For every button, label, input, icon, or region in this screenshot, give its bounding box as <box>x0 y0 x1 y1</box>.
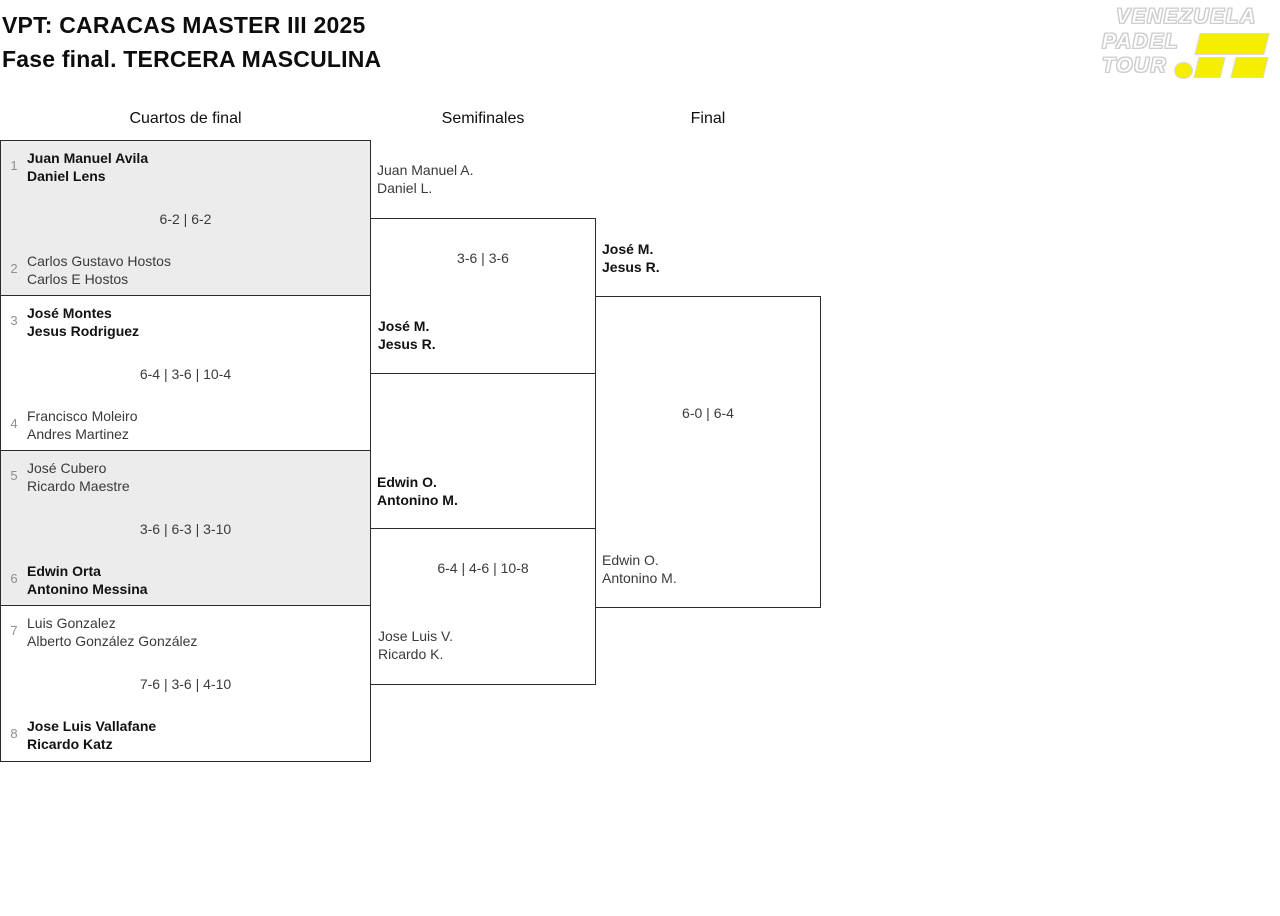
semifinal-match-1 <box>370 218 596 374</box>
player-name: Luis Gonzalez <box>27 615 116 631</box>
player-name: Daniel Lens <box>27 168 106 184</box>
round-header-quarterfinals: Cuartos de final <box>129 110 242 127</box>
phase-subtitle: Fase final. TERCERA MASCULINA <box>2 46 382 72</box>
semifinal-2-team-top <box>377 473 458 509</box>
match-score: 6-0 | 6-4 <box>682 405 734 421</box>
quarterfinal-match-3 <box>0 450 371 606</box>
player-name: Andres Martinez <box>27 426 129 442</box>
player-name: Juan Manuel A. <box>377 162 474 178</box>
player-name: Jose Luis Vallafane <box>27 718 157 734</box>
logo-court-bar-icon <box>1230 57 1268 78</box>
player-name: Jesus R. <box>378 336 436 352</box>
player-name: Ricardo Katz <box>27 736 113 752</box>
quarterfinal-match-1 <box>0 140 371 296</box>
team-pair <box>27 717 156 753</box>
seed-number: 7 <box>10 623 18 638</box>
logo-court-bar-icon <box>1194 33 1269 55</box>
logo-court-bar-icon <box>1193 57 1225 78</box>
player-name: Antonino Messina <box>27 581 148 597</box>
team-pair <box>27 149 148 185</box>
player-name: Jesus R. <box>602 259 660 275</box>
round-header-semifinals: Semifinales <box>441 110 525 127</box>
seed-number: 8 <box>10 726 18 741</box>
logo-word-tour: TOUR <box>1102 54 1168 77</box>
player-name: José Cubero <box>27 460 107 476</box>
player-name: Carlos E Hostos <box>27 271 129 287</box>
tournament-title: VPT: CARACAS MASTER III 2025 <box>2 12 366 38</box>
player-name: Carlos Gustavo Hostos <box>27 253 171 269</box>
player-name: Ricardo K. <box>378 646 444 662</box>
match-score: 6-2 | 6-2 <box>159 211 212 227</box>
final-team-top <box>602 240 660 276</box>
match-score: 6-4 | 3-6 | 10-4 <box>139 366 232 382</box>
seed-number: 1 <box>10 158 18 173</box>
semifinal-match-2 <box>370 528 596 685</box>
player-name: Daniel L. <box>377 180 433 196</box>
team-pair <box>27 562 148 598</box>
player-name: Edwin Orta <box>27 563 101 579</box>
logo-word-venezuela: VENEZUELA <box>1116 5 1257 28</box>
seed-number: 6 <box>10 571 18 586</box>
seed-number: 2 <box>10 261 18 276</box>
semifinal-1-team-top <box>377 161 474 197</box>
match-score: 7-6 | 3-6 | 4-10 <box>139 676 232 692</box>
player-name: Jose Luis V. <box>378 628 453 644</box>
round-header-final: Final <box>690 110 726 127</box>
player-name: Antonino M. <box>602 570 677 586</box>
player-name: José M. <box>378 318 430 334</box>
player-name: José Montes <box>27 305 112 321</box>
player-name: Ricardo Maestre <box>27 478 130 494</box>
padel-ball-icon <box>1174 62 1193 79</box>
seed-number: 3 <box>10 313 18 328</box>
team-pair <box>27 407 137 443</box>
player-name: Juan Manuel Avila <box>27 150 149 166</box>
player-name: Edwin O. <box>602 552 659 568</box>
seed-number: 5 <box>10 468 18 483</box>
semifinal-2-team-bottom <box>378 627 453 663</box>
team-pair <box>27 252 171 288</box>
team-pair <box>27 304 139 340</box>
venezuela-padel-tour-logo <box>1100 4 1276 84</box>
team-pair <box>27 614 197 650</box>
team-pair <box>27 459 130 495</box>
player-name: José M. <box>602 241 654 257</box>
player-name: Jesus Rodriguez <box>27 323 140 339</box>
match-score: 3-6 | 6-3 | 3-10 <box>139 521 232 537</box>
match-score: 3-6 | 3-6 <box>457 250 509 266</box>
final-team-bottom <box>602 551 677 587</box>
player-name: Edwin O. <box>377 474 437 490</box>
logo-word-padel: PADEL <box>1102 30 1180 53</box>
player-name: Alberto González González <box>27 633 198 649</box>
page-title <box>2 8 381 76</box>
player-name: Francisco Moleiro <box>27 408 138 424</box>
player-name: Antonino M. <box>377 492 458 508</box>
semifinal-1-team-bottom <box>378 317 436 353</box>
quarterfinal-match-2 <box>0 295 371 451</box>
quarterfinal-match-4 <box>0 605 371 762</box>
seed-number: 4 <box>10 416 18 431</box>
match-score: 6-4 | 4-6 | 10-8 <box>437 560 529 576</box>
